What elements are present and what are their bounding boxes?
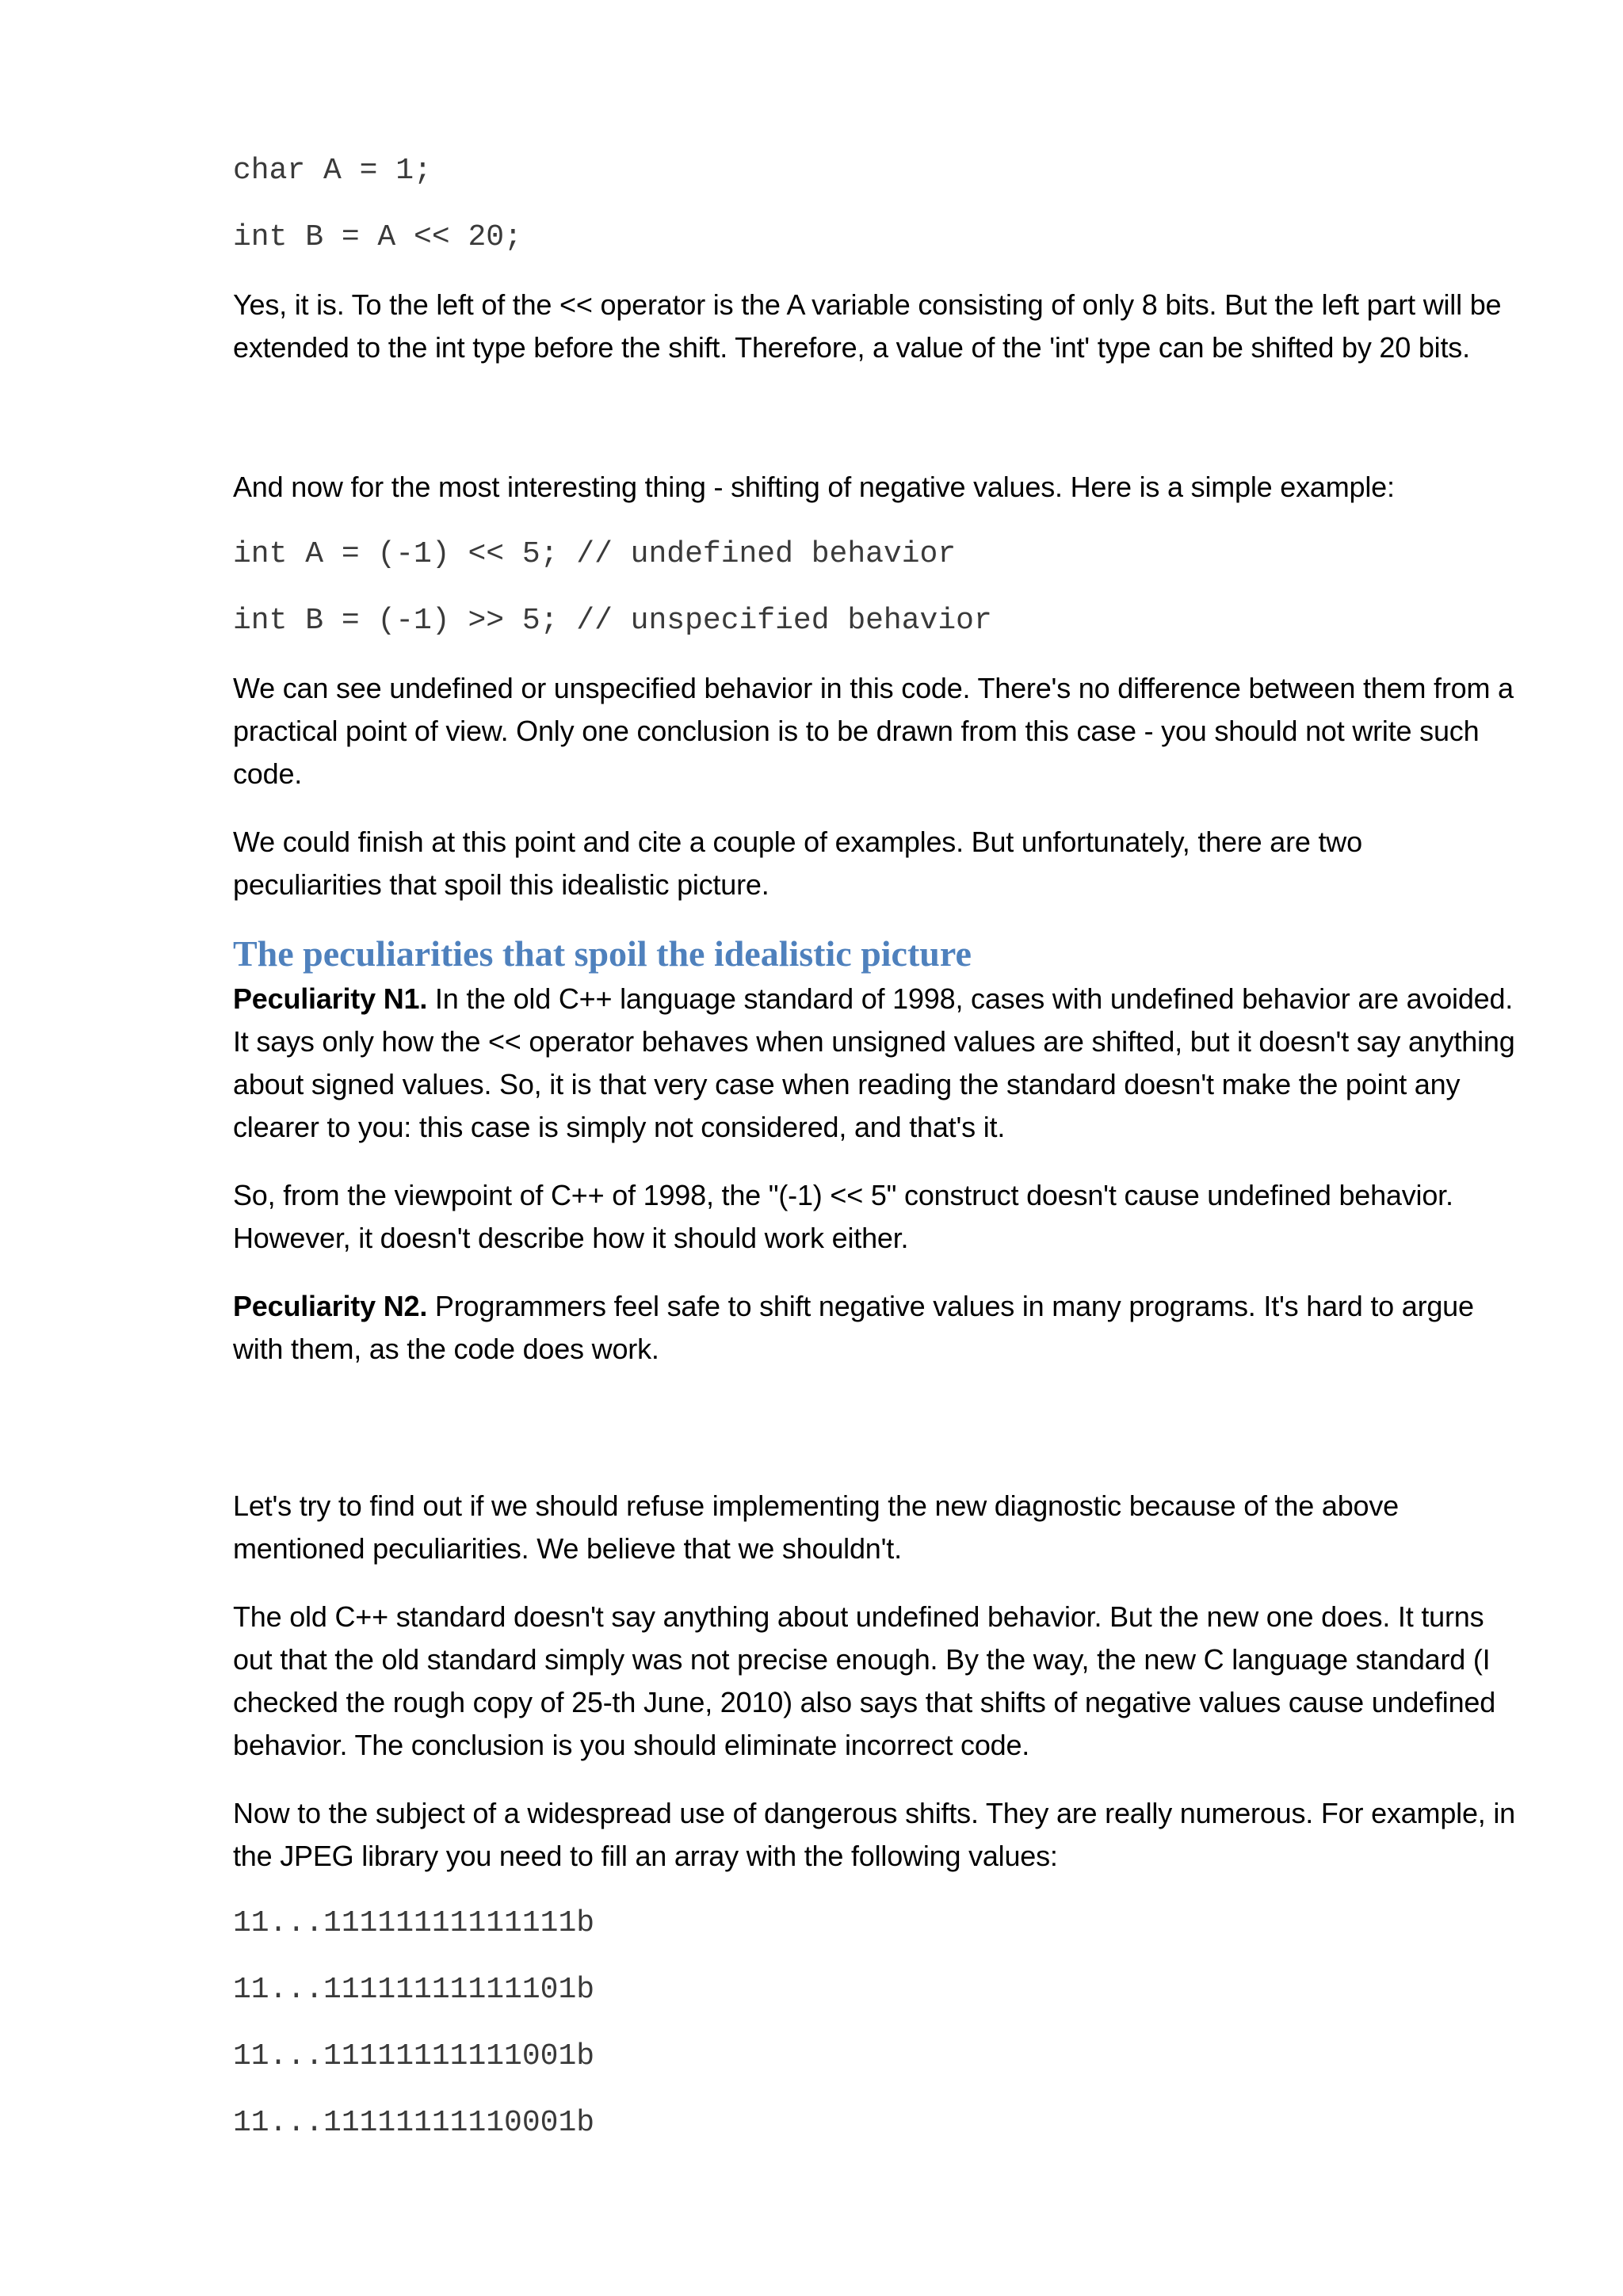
- paragraph: The old C++ standard doesn't say anything about undefined behavior. But the new one does. It turns out that the old standard simply was not precise enough. By the way, the new C language standard (I checked the rough copy of 25-th June, 2010) also says that shifts of negative values cause undefined behavior. The conclusion is you should eliminate incorrect code.: [233, 1600, 1496, 1761]
- peculiarity-text: In the old C++ language standard of 1998, cases with undefined behavior are avoided. It says only how the << operator behaves when unsigned values are shifted, but it doesn't say anything about signed values. So, it is that very case when reading the standard doesn't make the point any clearer to you: this case is simply not considered, and that's it.: [233, 982, 1515, 1143]
- peculiarity-text: Programmers feel safe to shift negative values in many programs. It's hard to argue with them, as the code does work.: [233, 1290, 1474, 1365]
- code-line: int B = A << 20;: [233, 220, 522, 254]
- section-heading: The peculiarities that spoil the idealistic picture: [233, 933, 972, 974]
- spacer: [233, 395, 1517, 466]
- document-page: [233, 151, 1517, 2169]
- code-line: int B = (-1) >> 5; // unspecified behavior: [233, 604, 992, 638]
- spacer: [233, 1396, 1517, 1485]
- code-line: char A = 1;: [233, 154, 432, 188]
- peculiarity-paragraph: [233, 978, 1517, 1149]
- peculiarity-label: Peculiarity N1.: [233, 982, 428, 1015]
- code-line: 11...11111111110001b: [233, 2106, 595, 2140]
- peculiarity-paragraph: [233, 1285, 1517, 1371]
- code-line: 11...11111111111101b: [233, 1973, 595, 2007]
- code-line: int A = (-1) << 5; // undefined behavior: [233, 537, 957, 571]
- paragraph: And now for the most interesting thing - shifting of negative values. Here is a simple example:: [233, 471, 1395, 503]
- code-line: 11...11111111111001b: [233, 2039, 595, 2073]
- peculiarity-label: Peculiarity N2.: [233, 1290, 428, 1322]
- paragraph: Yes, it is. To the left of the << operator is the A variable consisting of only 8 bits. But the left part will be extended to the int type before the shift. Therefore, a value of the 'int' type can be shifted by 20 bits.: [233, 288, 1502, 364]
- paragraph: Now to the subject of a widespread use of dangerous shifts. They are really numerous. For example, in the JPEG library you need to fill an array with the following values:: [233, 1797, 1515, 1872]
- paragraph: So, from the viewpoint of C++ of 1998, the "(-1) << 5" construct doesn't cause undefined behavior. However, it doesn't describe how it should work either.: [233, 1179, 1453, 1254]
- paragraph: We could finish at this point and cite a couple of examples. But unfortunately, there are two peculiarities that spoil this idealistic picture.: [233, 826, 1362, 901]
- paragraph: We can see undefined or unspecified behavior in this code. There's no difference between them from a practical point of view. Only one conclusion is to be drawn from this case - you should not write such code.: [233, 672, 1514, 790]
- code-line: 11...11111111111111b: [233, 1906, 595, 1940]
- paragraph: Let's try to find out if we should refuse implementing the new diagnostic because of the above mentioned peculiarities. We believe that we shouldn't.: [233, 1489, 1399, 1565]
